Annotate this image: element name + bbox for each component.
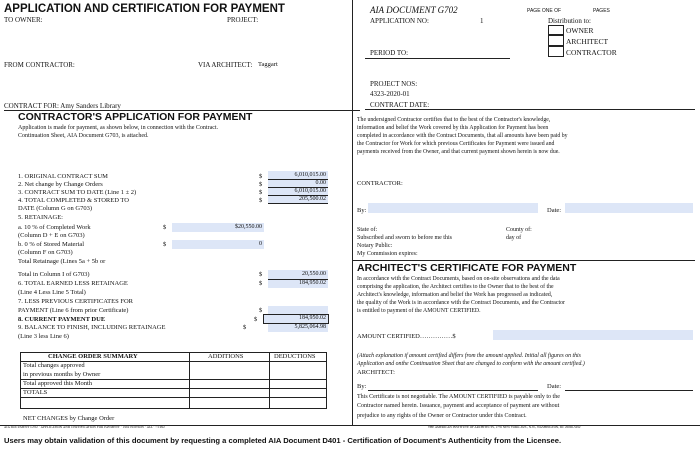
currency-sign: $ (259, 307, 263, 314)
line-item-6: 6. TOTAL EARNED LESS RETAINAGE (18, 280, 128, 287)
architect-text-4: the quality of the Work is in accordance with the Contract Documents, and the Contractor (357, 300, 565, 306)
total-earned-value[interactable]: 184,950.02 (299, 280, 326, 286)
field-rule (268, 203, 328, 204)
additions-header: ADDITIONS (208, 353, 244, 360)
architect-label: ARCHITECT: (357, 369, 395, 376)
distribution-owner: OWNER (566, 26, 594, 35)
via-architect-value[interactable]: Taggart (258, 61, 278, 68)
footer-fine-right: THE AMERICAN INSTITUTE OF ARCHITECTS, 1735 NEW YORK AVE., N.W., WASHINGTON, DC 20006-5292 (428, 425, 581, 429)
table-row-rule (20, 397, 327, 398)
center-divider (352, 0, 353, 426)
contract-date-label: CONTRACT DATE: (370, 101, 430, 109)
project-label: PROJECT: (227, 16, 259, 24)
notary-label: Notary Public: (357, 243, 393, 249)
distribution-architect: ARCHITECT (566, 37, 609, 46)
section-rule (352, 260, 695, 261)
commission-label: My Commission expires: (357, 251, 418, 257)
project-nos-value[interactable]: 4323-2020-01 (370, 90, 410, 98)
from-contractor-label: FROM CONTRACTOR: (4, 61, 75, 69)
day-of-label: day of (506, 235, 522, 241)
attach-note-2: Application and onthe Continuation Sheet that are changed to conform with the amount certified.) (357, 361, 585, 367)
contract-sum-to-date-value[interactable]: 6,010,015.00 (294, 188, 326, 194)
currency-sign: $ (259, 173, 263, 180)
field-rule (268, 195, 328, 196)
table-row-label: Total approved this Month (23, 380, 93, 387)
architect-text-2: comprising the application, the Architect certifies to the Owner that to the best of the (357, 284, 554, 290)
validation-notice: Users may obtain validation of this document by requesting a completed AIA Document D401 - Certification of Document's Authenticity from the Licensee. (4, 436, 562, 445)
line-item-4: 4. TOTAL COMPLETED & STORED TO (18, 197, 129, 204)
line-item-5b: b. 0 % of Stored Material (18, 241, 85, 248)
currency-sign: $ (259, 197, 263, 204)
line-item-5: 5. RETAINAGE: (18, 214, 63, 221)
total-retainage-value[interactable]: 20,550.00 (302, 271, 326, 277)
period-to-label: PERIOD TO: (370, 49, 409, 57)
state-of-label: State of: (357, 227, 378, 233)
line-item-9-note: (Line 3 less Line 6) (18, 333, 69, 340)
line-item-5-total: Total Retainage (Lines 5a + 5b or (18, 258, 106, 265)
table-row-label: in previous months by Owner (23, 371, 101, 378)
contractor-application-heading: CONTRACTOR'S APPLICATION FOR PAYMENT (18, 111, 253, 123)
by-label: By: (357, 207, 367, 214)
currency-sign: $ (259, 181, 263, 188)
architect-text-3: Architect's knowledge, information and belief the Work has progressed as indicated, (357, 292, 553, 298)
currency-sign: $ (163, 224, 167, 231)
subscribed-label: Subscribed and sworn to before me this (357, 235, 452, 241)
table-row-rule (20, 388, 327, 389)
line-item-5a-note: (Column D + E on G703) (18, 232, 85, 239)
net-changes-label: NET CHANGES by Change Order (23, 415, 115, 422)
negotiable-note-2: Contractor named herein. Issuance, payment and acceptance of payment are without (357, 403, 560, 409)
aia-document-label: AIA DOCUMENT G702 (370, 5, 458, 15)
contract-date-rule (365, 109, 695, 110)
application-no-label: APPLICATION NO: (370, 17, 429, 25)
currency-sign: $ (163, 241, 167, 248)
application-intro-1: Application is made for payment, as shown below, in connection with the Contract. (18, 125, 219, 131)
period-to-line (365, 58, 510, 59)
application-no-value[interactable]: 1 (480, 17, 484, 25)
net-change-value[interactable]: 0.00 (315, 180, 326, 186)
retainage-b-value[interactable]: 0 (259, 241, 262, 247)
original-contract-sum-value[interactable]: 6,010,015.00 (294, 172, 326, 178)
cert-text-1: The undersigned Contractor certifies that to the best of the Contractor's knowledge, (357, 117, 551, 123)
total-completed-value[interactable]: 205,500.02 (299, 196, 326, 202)
line-item-5b-note: (Column F on G703) (18, 249, 73, 256)
line-item-7: 7. LESS PREVIOUS CERTIFICATES FOR (18, 298, 134, 305)
project-nos-label: PROJECT NOS: (370, 80, 418, 88)
negotiable-note-1: This Certificate is not negotiable. The AMOUNT CERTIFIED is payable only to the (357, 394, 560, 400)
application-intro-2: Continuation Sheet, AIA Document G703, is attached. (18, 133, 149, 139)
cert-text-2: information and belief the Work covered by this Application for Payment has been (357, 125, 549, 131)
currency-sign: $ (259, 189, 263, 196)
footer-fine-left: AIA DOCUMENT G702 · APPLICATION AND CERTIFICATION FOR PAYMENT · 1992 EDITION · AIA · ©1992 (4, 425, 165, 429)
to-owner-label: TO OWNER: (4, 16, 43, 24)
attach-note-1: (Attach explanation if amount certified differs from the amount applied. Initial all figures on this (357, 353, 581, 359)
currency-sign: $ (243, 324, 247, 331)
negotiable-note-3: prejudice to any rights of the Owner or Contractor under this Contract. (357, 413, 527, 419)
distribution-contractor: CONTRACTOR (566, 48, 617, 57)
contractor-by-field[interactable] (368, 203, 538, 213)
architect-text-1: In accordance with the Contract Documents, based on on-site observations and the data (357, 276, 560, 282)
line-item-3: 3. CONTRACT SUM TO DATE (Line 1 ± 2) (18, 189, 137, 196)
field-rule (268, 187, 328, 188)
cert-text-3: completed in accordance with the Contract Documents, that all amounts have been paid by (357, 133, 568, 139)
line-item-9: 9. BALANCE TO FINISH, INCLUDING RETAINAGE (18, 324, 166, 331)
amount-certified-field[interactable] (493, 330, 693, 340)
pages-label: PAGES (593, 8, 610, 14)
line-item-4b: DATE (Column G on G703) (18, 205, 93, 212)
currency-sign: $ (259, 280, 263, 287)
via-architect-label: VIA ARCHITECT: (198, 61, 253, 69)
architect-certificate-heading: ARCHITECT'S CERTIFICATE FOR PAYMENT (357, 262, 577, 274)
line-item-5-total-note: Total in Column I of G703) (18, 271, 90, 278)
document-title: APPLICATION AND CERTIFICATION FOR PAYMENT (4, 3, 285, 15)
field-rule (268, 179, 328, 180)
cert-text-4: the Contractor for Work for which previous Certificates for Payment were issued and (357, 141, 555, 147)
current-payment-due-value[interactable]: 184,950.02 (299, 315, 326, 321)
contractor-checkbox[interactable] (548, 46, 564, 57)
page-one-of-label: PAGE ONE OF (527, 8, 562, 14)
field-rule (268, 279, 328, 280)
architect-date-label: Date: (547, 383, 562, 390)
amount-certified-label: AMOUNT CERTIFIED……………$ (357, 333, 456, 340)
line-item-7-note: PAYMENT (Line 6 from prior Certificate) (18, 307, 129, 314)
currency-sign: $ (254, 316, 258, 323)
architect-text-5: is entitled to payment of the AMOUNT CERTIFIED. (357, 308, 481, 314)
line-item-1: 1. ORIGINAL CONTRACT SUM (18, 173, 108, 180)
architect-by-label: By: (357, 383, 367, 390)
architect-by-line[interactable] (368, 390, 538, 391)
currency-sign: $ (259, 271, 263, 278)
county-of-label: County of: (506, 227, 532, 233)
table-row-label: TOTALS (23, 389, 48, 396)
contractor-signature-label: CONTRACTOR: (357, 180, 403, 187)
change-order-summary-header: CHANGE ORDER SUMMARY (48, 353, 138, 360)
deductions-header: DEDUCTIONS (274, 353, 316, 360)
architect-date-line[interactable] (565, 390, 693, 391)
cert-text-5: payments received from the Owner, and that current payment shown herein is now due. (357, 149, 560, 155)
line-item-5a: a. 10 % of Completed Work (18, 224, 91, 231)
owner-checkbox[interactable] (548, 25, 564, 35)
line-item-6-note: (Line 4 Less Line 5 Total) (18, 289, 86, 296)
line-item-8: 8. CURRENT PAYMENT DUE (18, 316, 106, 323)
contractor-date-field[interactable] (565, 203, 693, 213)
date-label: Date: (547, 207, 562, 214)
table-row-label: Total changes approved (23, 362, 85, 369)
line-item-2: 2. Net change by Change Orders (18, 181, 103, 188)
distribution-label: Distribution to: (548, 17, 591, 25)
architect-checkbox[interactable] (548, 35, 564, 46)
retainage-a-value[interactable]: $20,550.00 (235, 224, 262, 230)
contract-for-label: CONTRACT FOR: Amy Sanders Library (4, 102, 121, 110)
balance-to-finish-value[interactable]: 5,825,064.98 (294, 324, 326, 330)
